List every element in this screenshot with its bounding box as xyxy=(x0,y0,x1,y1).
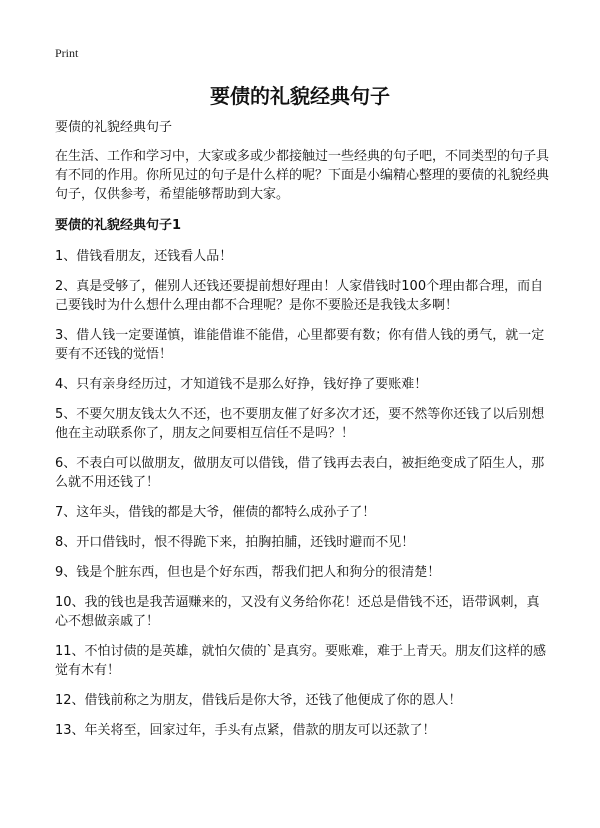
document-title: 要债的礼貌经典句子 xyxy=(210,84,390,108)
list-item: 1、借钱看朋友，还钱看人品！ xyxy=(55,249,233,264)
list-item: 9、钱是个脏东西，但也是个好东西，帮我们把人和狗分的很清楚！ xyxy=(55,565,441,580)
print-link[interactable]: Print xyxy=(55,46,79,60)
list-item: 10、我的钱也是我苦逼赚来的，又没有义务给你花！还总是借钱不还，语带讽刺，真心不想做亲戚了！ xyxy=(55,595,540,629)
list-item: 5、不要欠朋友钱太久不还，也不要朋友催了好多次才还，要不然等你还钱了以后别想他在主动联系你了，朋友之间要相互信任不是吗？！ xyxy=(55,407,545,441)
document-body xyxy=(55,118,550,751)
list-item: 3、借人钱一定要谨慎，谁能借谁不能借，心里都要有数；你有借人钱的勇气，就一定要有不还钱的觉悟！ xyxy=(55,328,545,362)
list-item: 4、只有亲身经历过，才知道钱不是那么好挣，钱好挣了要账难！ xyxy=(55,377,428,392)
list-item: 2、真是受够了，催别人还钱还要提前想好理由！人家借钱时100个理由都合理，而自己要钱时为什么想什么理由都不合理呢？是你不要脸还是我钱太多啊！ xyxy=(55,279,544,313)
intro-paragraph: 在生活、工作和学习中，大家或多或少都接触过一些经典的句子吧，不同类型的句子具有不同的作用。你所见过的句子是什么样的呢？下面是小编精心整理的要债的礼貌经典句子，仅供参考，希望能够帮助到大家。 xyxy=(55,149,550,202)
section-heading: 要债的礼貌经典句子1 xyxy=(55,218,182,233)
list-item: 6、不表白可以做朋友，做朋友可以借钱，借了钱再去表白，被拒绝变成了陌生人，那么就不用还钱了！ xyxy=(55,456,545,490)
list-item: 12、借钱前称之为朋友，借钱后是你大爷，还钱了他便成了你的恩人！ xyxy=(55,693,462,708)
list-item: 11、不怕讨债的是英雄，就怕欠债的`是真穷。要账难，难于上青天。朋友们这样的感觉有木有！ xyxy=(55,644,547,678)
list-item: 7、这年头，借钱的都是大爷，催债的都特么成孙子了！ xyxy=(55,505,376,520)
list-item: 13、年关将至，回家过年，手头有点紧，借款的朋友可以还款了！ xyxy=(55,723,436,738)
list-item: 8、开口借钱时，恨不得跪下来，拍胸拍脯，还钱时避而不见！ xyxy=(55,535,415,550)
document-subtitle: 要债的礼貌经典句子 xyxy=(55,120,173,135)
